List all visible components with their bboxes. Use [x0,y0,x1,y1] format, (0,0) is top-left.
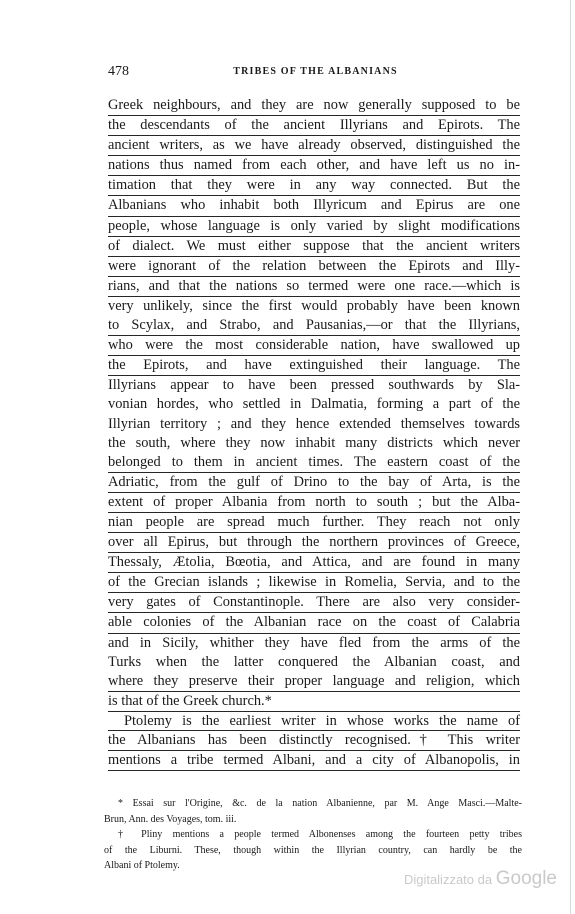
text-line: very gates of Constantinople. There are also very consider- [108,593,520,613]
footnote-line: Brun, Ann. des Voyages, tom. iii. [104,813,237,825]
text-line: rians, and that the nations so termed were one race.—which is [108,277,520,297]
text-line: Albanians who inhabit both Illyricum and Epirus are one [108,196,520,216]
text-line: Greek neighbours, and they are now generally supposed to be [108,96,520,116]
footnote-line: Albani of Ptolemy. [104,860,180,871]
text-line: were ignorant of the relation between the Epirots and Illy- [108,257,520,277]
footnotes [104,796,522,874]
text-line: and in Sicily, whither they have fled from the arms of the [108,634,520,651]
text-line: mentions a tribe termed Albani, and a city of Albanopolis, in [108,751,520,771]
text-line: able colonies of the Albanian race on the coast of Calabria [108,613,520,633]
text-line: Turks when the latter conquered the Albanian coast, and [108,653,520,670]
text-line: nations thus named from each other, and have left us no in- [108,156,520,176]
text-line: Illyrians appear to have been pressed southwards by Sla- [108,377,520,394]
text-line: vonian hordes, who settled in Dalmatia, forming a part of the [108,396,520,413]
digitization-watermark [404,868,557,890]
running-title: TRIBES OF THE ALBANIANS [233,66,398,77]
text-line: the descendants of the ancient Illyrians and Epirots. The [108,116,520,136]
text-line: people, whose language is only varied by slight modifications [108,217,520,237]
body-text [108,96,520,771]
text-line: timation that they were in any way connected. But the [108,176,520,196]
text-line: the south, where they now inhabit many districts which never [108,434,520,451]
footnote-line: of the Liburni. These, though within the Illyrian country, can hardly be the [104,844,522,856]
page-edge-divider [570,0,571,914]
text-line: the Epirots, and have extinguished their language. The [108,356,520,376]
text-line: to Scylax, and Strabo, and Pausanias,—or that the Illyrians, [108,316,520,336]
text-line: of dialect. We must either suppose that the ancient writers [108,237,520,257]
text-line: nian people are spread much further. They reach not only [108,513,520,533]
text-line: is that of the Greek church.* [108,692,520,712]
text-line: belonged to them in ancient times. The eastern coast of the [108,453,520,473]
page-header [108,64,523,84]
text-line: Adriatic, from the gulf of Drino to the bay of Arta, is the [108,473,520,493]
page-number: 478 [108,64,129,79]
footnote-line: † Pliny mentions a people termed Albonenses among the fourteen petty tribes [118,829,522,840]
text-line: extent of proper Albania from north to south ; but the Alba- [108,493,520,513]
footnote-line: * Essai sur l'Origine, &c. de la nation Albanienne, par M. Ange Masci.—Malte- [118,798,522,809]
text-line: where they preserve their proper language and religion, which [108,672,520,692]
text-line: Ptolemy is the earliest writer in whose works the name of [108,712,520,731]
text-line: Illyrian territory ; and they hence extended themselves towards [108,415,520,432]
text-line: very unlikely, since the first would probably have been known [108,297,520,314]
watermark-prefix: Digitalizzato da [403,872,493,887]
text-line: over all Epirus, but through the northern provinces of Greece, [108,533,520,553]
text-line: of the Grecian islands ; likewise in Romelia, Servia, and to the [108,573,520,593]
text-line: Thessaly, Ætolia, Bœotia, and Attica, and are found in many [108,553,520,573]
watermark-brand: Google [495,868,557,889]
text-line: the Albanians has been distinctly recognised.† This writer [108,731,520,751]
text-line: who were the most considerable nation, have swallowed up [108,336,520,356]
text-line: ancient writers, as we have already observed, distinguished the [108,136,520,156]
